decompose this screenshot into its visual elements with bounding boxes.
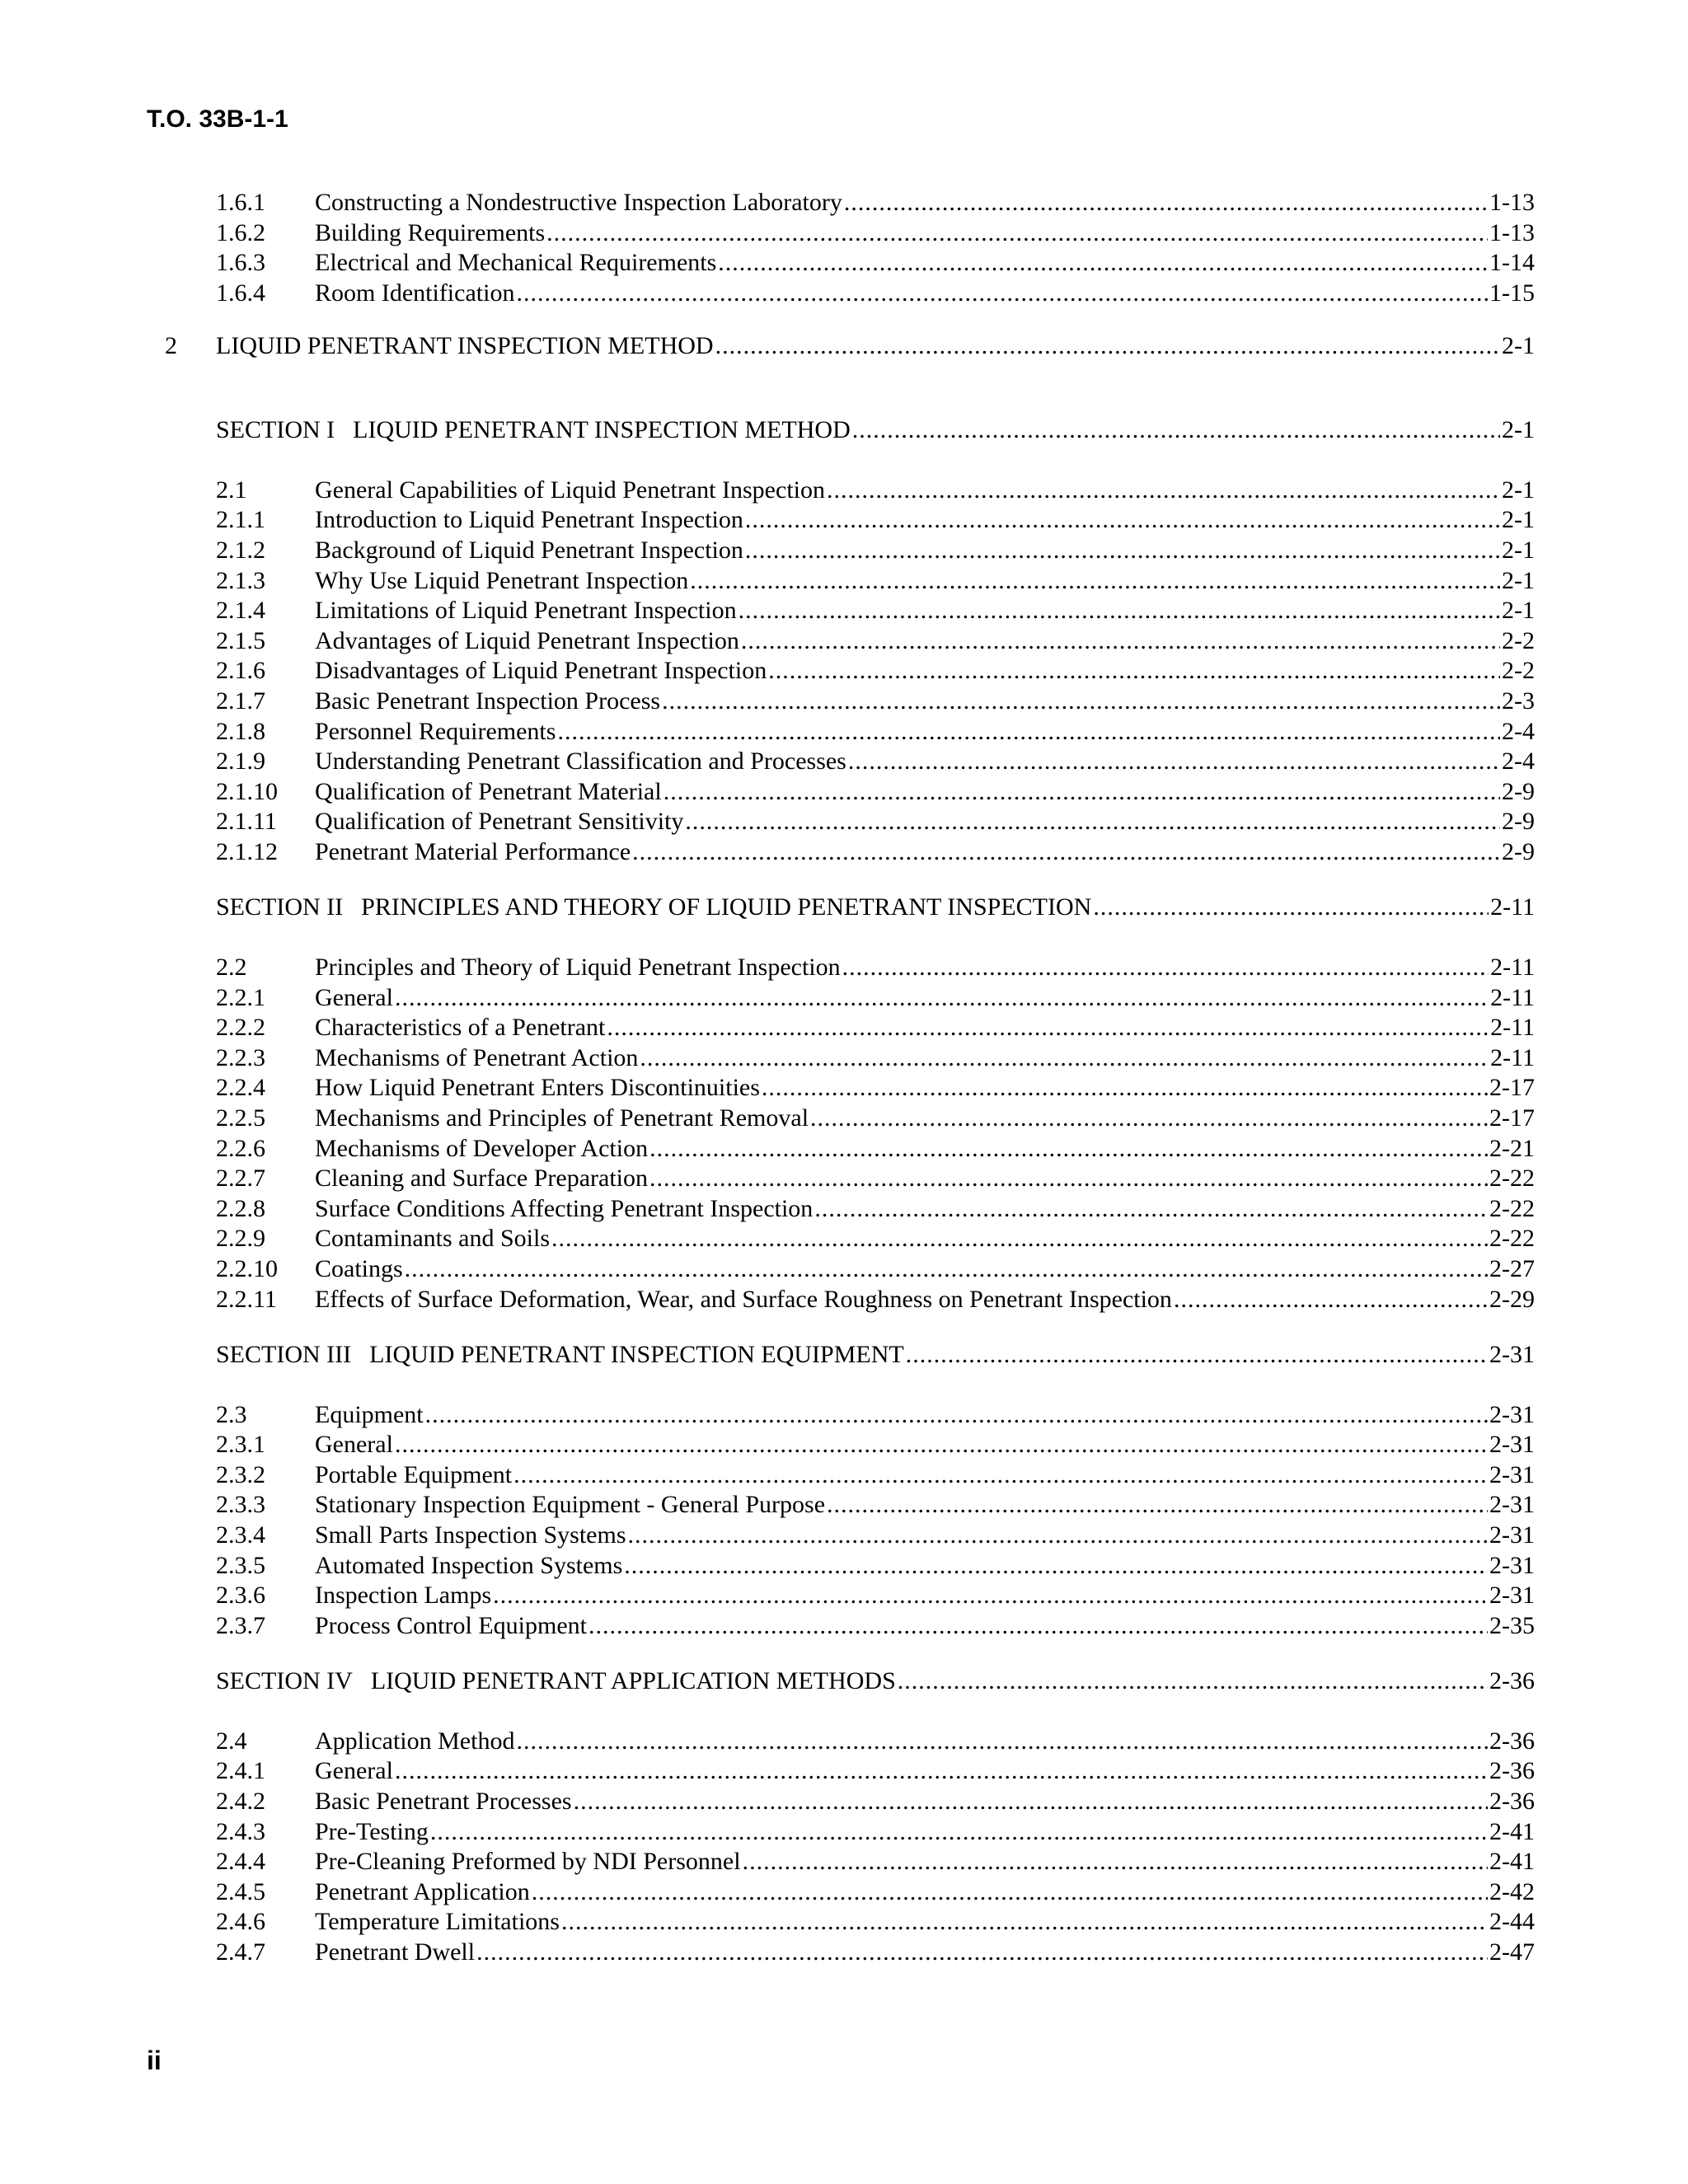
toc-entry[interactable] bbox=[216, 1877, 1535, 1907]
dot-leader bbox=[640, 1043, 1489, 1073]
dot-leader bbox=[842, 953, 1489, 982]
toc-entry[interactable] bbox=[216, 1194, 1535, 1224]
toc-entry-page: 2-3 bbox=[1502, 687, 1535, 715]
toc-entry[interactable] bbox=[216, 717, 1535, 747]
toc-entry-number: 2.1.5 bbox=[216, 627, 265, 654]
toc-entry-page: 2-17 bbox=[1489, 1104, 1535, 1132]
toc-entry-title: Background of Liquid Penetrant Inspection bbox=[315, 537, 743, 564]
toc-entry-title: Understanding Penetrant Classification and Processes bbox=[315, 748, 846, 775]
dot-leader bbox=[745, 536, 1500, 565]
toc-entry-title: How Liquid Penetrant Enters Discontinuities bbox=[315, 1074, 760, 1101]
toc-entry-page: 2-1 bbox=[1502, 332, 1535, 359]
toc-entry-page: 2-29 bbox=[1489, 1286, 1535, 1313]
toc-entry-number: 2.3.4 bbox=[216, 1521, 265, 1549]
dot-leader bbox=[743, 1847, 1488, 1877]
toc-entry-number: 2.1.6 bbox=[216, 657, 265, 684]
toc-entry-number: 2.1.1 bbox=[216, 506, 265, 533]
toc-entry-title: Why Use Liquid Penetrant Inspection bbox=[315, 567, 689, 594]
toc-entry[interactable] bbox=[216, 1787, 1535, 1816]
toc-entry-number: 2.4.2 bbox=[216, 1788, 265, 1815]
toc-entry[interactable] bbox=[216, 1224, 1535, 1254]
toc-entry-page: 2-36 bbox=[1489, 1667, 1535, 1694]
toc-entry-number: 2.1 bbox=[216, 476, 247, 504]
toc-entry[interactable] bbox=[216, 1073, 1535, 1103]
toc-entry[interactable] bbox=[216, 1400, 1535, 1430]
toc-entry-number: SECTION I bbox=[216, 416, 335, 443]
toc-entry[interactable] bbox=[216, 1611, 1535, 1641]
toc-entry-number: 2.2.10 bbox=[216, 1255, 278, 1282]
toc-entry-number: 2.4.7 bbox=[216, 1938, 265, 1966]
toc-entry-number: 2.4.5 bbox=[216, 1878, 265, 1905]
dot-leader bbox=[848, 747, 1500, 776]
toc-entry[interactable] bbox=[216, 1043, 1535, 1073]
toc-entry-page: 1-15 bbox=[1489, 279, 1535, 307]
toc-entry-title: LIQUID PENETRANT APPLICATION METHODS bbox=[370, 1667, 896, 1694]
dot-leader bbox=[690, 566, 1500, 596]
dot-leader bbox=[557, 717, 1500, 747]
dot-leader bbox=[476, 1938, 1488, 1967]
toc-entry[interactable] bbox=[216, 248, 1535, 278]
dot-leader bbox=[430, 1817, 1488, 1847]
toc-entry-title: Qualification of Penetrant Material bbox=[315, 778, 662, 805]
toc-entry-title: Pre-Testing bbox=[315, 1818, 429, 1845]
toc-entry-title: Process Control Equipment bbox=[315, 1612, 587, 1639]
toc-entry-title: Basic Penetrant Processes bbox=[315, 1788, 572, 1815]
toc-entry[interactable] bbox=[216, 1490, 1535, 1520]
dot-leader bbox=[628, 1521, 1489, 1550]
toc-entry-title: Temperature Limitations bbox=[315, 1908, 560, 1935]
dot-leader bbox=[898, 1666, 1488, 1696]
toc-entry-number: 2.2.2 bbox=[216, 1014, 265, 1041]
toc-entry-title: Mechanisms of Developer Action bbox=[315, 1135, 649, 1162]
toc-entry-number: 2.1.9 bbox=[216, 748, 265, 775]
toc-entry[interactable] bbox=[216, 1907, 1535, 1937]
toc-entry-page: 2-1 bbox=[1502, 476, 1535, 504]
toc-entry-title: LIQUID PENETRANT INSPECTION METHOD bbox=[353, 416, 851, 443]
toc-entry[interactable] bbox=[216, 1581, 1535, 1610]
toc-entry[interactable] bbox=[216, 1254, 1535, 1284]
dot-leader bbox=[425, 1400, 1488, 1430]
dot-leader bbox=[493, 1581, 1488, 1610]
toc-entry-title: Inspection Lamps bbox=[315, 1582, 492, 1609]
toc-entry-page: 2-31 bbox=[1489, 1552, 1535, 1579]
toc-entry[interactable] bbox=[216, 1460, 1535, 1490]
toc-entry-number: 2.1.8 bbox=[216, 718, 265, 745]
toc-entry-title: Cleaning and Surface Preparation bbox=[315, 1165, 649, 1192]
toc-entry-number: 2 bbox=[165, 332, 177, 359]
dot-leader bbox=[718, 248, 1488, 278]
toc-entry-number: 2.1.2 bbox=[216, 537, 265, 564]
dot-leader bbox=[1093, 893, 1489, 922]
toc-entry-page: 2-1 bbox=[1502, 416, 1535, 443]
toc-entry[interactable] bbox=[216, 1727, 1535, 1756]
toc-entry-title: Qualification of Penetrant Sensitivity bbox=[315, 808, 684, 835]
toc-entry-title: Basic Penetrant Inspection Process bbox=[315, 687, 661, 715]
toc-entry-number: 2.3.1 bbox=[216, 1431, 265, 1458]
toc-entry-number: 2.1.10 bbox=[216, 778, 278, 805]
toc-entry-number: 2.2.1 bbox=[216, 984, 265, 1011]
dot-leader bbox=[1174, 1285, 1488, 1315]
toc-entry-page: 2-4 bbox=[1502, 748, 1535, 775]
dot-leader bbox=[632, 837, 1500, 867]
toc-entry-title: Surface Conditions Affecting Penetrant Inspection bbox=[315, 1195, 814, 1222]
toc-entry-title: Contaminants and Soils bbox=[315, 1225, 550, 1252]
dot-leader bbox=[532, 1877, 1488, 1907]
toc-entry-page: 2-21 bbox=[1489, 1135, 1535, 1162]
toc-entry-number: 2.1.7 bbox=[216, 687, 265, 715]
toc-entry-page: 2-11 bbox=[1490, 1014, 1535, 1041]
toc-entry-number: 2.2.8 bbox=[216, 1195, 265, 1222]
toc-entry[interactable] bbox=[216, 837, 1535, 867]
toc-entry-page: 2-41 bbox=[1489, 1848, 1535, 1875]
toc-entry-title: Penetrant Material Performance bbox=[315, 838, 631, 865]
toc-entry[interactable] bbox=[216, 1847, 1535, 1877]
toc-chapter-heading[interactable] bbox=[165, 331, 1535, 361]
toc-entry[interactable] bbox=[216, 566, 1535, 596]
toc-entry-title: LIQUID PENETRANT INSPECTION EQUIPMENT bbox=[369, 1341, 904, 1368]
toc-entry-page: 2-2 bbox=[1502, 627, 1535, 654]
toc-entry-number: 1.6.3 bbox=[216, 249, 265, 276]
dot-leader bbox=[546, 218, 1488, 248]
dot-leader bbox=[649, 1164, 1488, 1193]
toc-entry-title: Building Requirements bbox=[315, 219, 546, 246]
toc-entry-title: PRINCIPLES AND THEORY OF LIQUID PENETRANT INSPECTION bbox=[361, 893, 1092, 921]
toc-entry-page: 2-11 bbox=[1490, 984, 1535, 1011]
toc-entry-title: General bbox=[315, 1431, 393, 1458]
toc-entry-title: Pre-Cleaning Preformed by NDI Personnel bbox=[315, 1848, 741, 1875]
toc-entry-title: Introduction to Liquid Penetrant Inspection bbox=[315, 506, 743, 533]
dot-leader bbox=[852, 415, 1500, 445]
toc-entry-number: 2.4.1 bbox=[216, 1757, 265, 1784]
toc-entry-number: 2.2.11 bbox=[216, 1286, 277, 1313]
toc-entry-title: General bbox=[315, 984, 393, 1011]
toc-entry-number: 1.6.4 bbox=[216, 279, 265, 307]
toc-entry-title: Portable Equipment bbox=[315, 1461, 513, 1488]
toc-entry[interactable] bbox=[216, 188, 1535, 218]
dot-leader bbox=[561, 1907, 1488, 1937]
toc-entry[interactable] bbox=[216, 1756, 1535, 1786]
toc-entry[interactable] bbox=[216, 626, 1535, 656]
toc-entry-number: 1.6.1 bbox=[216, 189, 265, 216]
toc-entry-title: Penetrant Dwell bbox=[315, 1938, 476, 1966]
toc-entry-title: Small Parts Inspection Systems bbox=[315, 1521, 626, 1549]
toc-entry-page: 2-1 bbox=[1502, 537, 1535, 564]
dot-leader bbox=[662, 687, 1500, 716]
dot-leader bbox=[607, 1013, 1489, 1043]
dot-leader bbox=[405, 1254, 1488, 1284]
toc-entry-title: Automated Inspection Systems bbox=[315, 1552, 623, 1579]
toc-entry[interactable] bbox=[216, 596, 1535, 626]
toc-entry-number: 2.1.11 bbox=[216, 808, 277, 835]
toc-entry-title: General bbox=[315, 1757, 393, 1784]
toc-entry-page: 2-36 bbox=[1489, 1727, 1535, 1755]
toc-entry-page: 2-9 bbox=[1502, 838, 1535, 865]
toc-entry-number: SECTION IV bbox=[216, 1667, 353, 1694]
toc-entry[interactable] bbox=[216, 983, 1535, 1013]
dot-leader bbox=[588, 1611, 1488, 1641]
toc-entry-page: 2-11 bbox=[1490, 954, 1535, 981]
toc-entry-page: 2-31 bbox=[1489, 1401, 1535, 1428]
toc-entry[interactable] bbox=[216, 476, 1535, 505]
dot-leader bbox=[395, 1756, 1488, 1786]
toc-section-heading[interactable] bbox=[216, 1340, 1535, 1370]
dot-leader bbox=[738, 596, 1500, 626]
toc-entry[interactable] bbox=[216, 777, 1535, 807]
toc-section-heading[interactable] bbox=[216, 415, 1535, 445]
dot-leader bbox=[516, 279, 1488, 308]
toc-entry-number: 2.2.7 bbox=[216, 1165, 265, 1192]
toc-entry[interactable] bbox=[216, 656, 1535, 686]
toc-entry-page: 2-31 bbox=[1489, 1461, 1535, 1488]
dot-leader bbox=[395, 983, 1489, 1013]
toc-entry-number: 2.2.5 bbox=[216, 1104, 265, 1132]
toc-entry-page: 2-9 bbox=[1502, 778, 1535, 805]
toc-entry-page: 2-31 bbox=[1489, 1521, 1535, 1549]
toc-entry-number: 2.2.4 bbox=[216, 1074, 265, 1101]
toc-entry-page: 2-2 bbox=[1502, 657, 1535, 684]
dot-leader bbox=[906, 1340, 1488, 1370]
toc-entry[interactable] bbox=[216, 505, 1535, 535]
toc-entry-title: Mechanisms and Principles of Penetrant Removal bbox=[315, 1104, 809, 1132]
toc-entry-number: 2.2.6 bbox=[216, 1135, 265, 1162]
toc-entry-page: 2-41 bbox=[1489, 1818, 1535, 1845]
dot-leader bbox=[663, 777, 1500, 807]
dot-leader bbox=[810, 1104, 1488, 1133]
toc-entry-title: Stationary Inspection Equipment - General Purpose bbox=[315, 1491, 826, 1518]
toc-entry[interactable] bbox=[216, 1551, 1535, 1581]
toc-entry-title: Personnel Requirements bbox=[315, 718, 556, 745]
toc-entry[interactable] bbox=[216, 1430, 1535, 1460]
toc-entry-title: Disadvantages of Liquid Penetrant Inspection bbox=[315, 657, 767, 684]
toc-entry[interactable] bbox=[216, 1134, 1535, 1164]
toc-entry-number: 2.3.6 bbox=[216, 1582, 265, 1609]
toc-entry-title: Application Method bbox=[315, 1727, 515, 1755]
toc-entry-page: 2-27 bbox=[1489, 1255, 1535, 1282]
toc-entry-page: 2-31 bbox=[1489, 1431, 1535, 1458]
toc-entry[interactable] bbox=[216, 279, 1535, 308]
toc-entry-number: SECTION II bbox=[216, 893, 344, 921]
dot-leader bbox=[551, 1224, 1488, 1254]
toc-entry-page: 2-22 bbox=[1489, 1195, 1535, 1222]
toc-entry-page: 1-13 bbox=[1489, 189, 1535, 216]
toc-entry-title: Penetrant Application bbox=[315, 1878, 530, 1905]
dot-leader bbox=[768, 656, 1500, 686]
dot-leader bbox=[624, 1551, 1488, 1581]
dot-leader bbox=[715, 331, 1500, 361]
dot-leader bbox=[513, 1460, 1488, 1490]
toc-entry-number: 2.4 bbox=[216, 1727, 247, 1755]
toc-entry-number: 2.1.12 bbox=[216, 838, 278, 865]
dot-leader bbox=[762, 1073, 1488, 1103]
toc-entry-title: LIQUID PENETRANT INSPECTION METHOD bbox=[216, 332, 714, 359]
toc-entry[interactable] bbox=[216, 747, 1535, 776]
toc-entry[interactable] bbox=[216, 807, 1535, 837]
toc-entry[interactable] bbox=[216, 536, 1535, 565]
toc-entry-page: 2-35 bbox=[1489, 1612, 1535, 1639]
toc-entry-number: 2.3.7 bbox=[216, 1612, 265, 1639]
toc-entry-title: Characteristics of a Penetrant bbox=[315, 1014, 606, 1041]
toc-entry-title: General Capabilities of Liquid Penetrant Inspection bbox=[315, 476, 825, 504]
toc-entry-page: 1-14 bbox=[1489, 249, 1535, 276]
toc-entry-title: Constructing a Nondestructive Inspection Laboratory bbox=[315, 189, 842, 216]
toc-entry[interactable] bbox=[216, 1164, 1535, 1193]
toc-entry-title: Limitations of Liquid Penetrant Inspection bbox=[315, 597, 737, 624]
toc-entry[interactable] bbox=[216, 1013, 1535, 1043]
toc-entry-page: 2-11 bbox=[1490, 893, 1535, 921]
dot-leader bbox=[649, 1134, 1488, 1164]
toc-section-heading[interactable] bbox=[216, 1666, 1535, 1696]
toc-entry-title: Coatings bbox=[315, 1255, 403, 1282]
page-folio: ii bbox=[147, 2046, 162, 2075]
toc-entry-number: 2.3.2 bbox=[216, 1461, 265, 1488]
toc-entry-page: 2-31 bbox=[1489, 1341, 1535, 1368]
toc-entry-number: 2.4.4 bbox=[216, 1848, 265, 1875]
dot-leader bbox=[827, 1490, 1488, 1520]
toc-entry-page: 2-36 bbox=[1489, 1788, 1535, 1815]
toc-entry[interactable] bbox=[216, 1521, 1535, 1550]
toc-entry[interactable] bbox=[216, 953, 1535, 982]
toc-entry-title: Mechanisms of Penetrant Action bbox=[315, 1044, 639, 1071]
toc-entry-page: 2-11 bbox=[1490, 1044, 1535, 1071]
toc-entry[interactable] bbox=[216, 1104, 1535, 1133]
toc-entry-page: 2-1 bbox=[1502, 506, 1535, 533]
dot-leader bbox=[827, 476, 1500, 505]
toc-entry-number: 2.3.5 bbox=[216, 1552, 265, 1579]
toc-entry[interactable] bbox=[216, 218, 1535, 248]
toc-entry[interactable] bbox=[216, 1817, 1535, 1847]
toc-entry-number: 2.1.3 bbox=[216, 567, 265, 594]
toc-entry-page: 2-31 bbox=[1489, 1582, 1535, 1609]
toc-entry-page: 2-17 bbox=[1489, 1074, 1535, 1101]
toc-entry-number: 2.2.3 bbox=[216, 1044, 265, 1071]
toc-entry-title: Effects of Surface Deformation, Wear, and Surface Roughness on Penetrant Inspection bbox=[315, 1286, 1172, 1313]
toc-entry[interactable] bbox=[216, 687, 1535, 716]
toc-entry-number: 2.2 bbox=[216, 954, 247, 981]
toc-entry-number: 2.2.9 bbox=[216, 1225, 265, 1252]
toc-entry-number: 2.4.3 bbox=[216, 1818, 265, 1845]
toc-entry[interactable] bbox=[216, 1938, 1535, 1967]
toc-section-heading[interactable] bbox=[216, 893, 1535, 922]
toc-entry-page: 2-9 bbox=[1502, 808, 1535, 835]
toc-entry-number: 2.3 bbox=[216, 1401, 247, 1428]
toc-entry-page: 2-22 bbox=[1489, 1165, 1535, 1192]
toc-entry-page: 2-44 bbox=[1489, 1908, 1535, 1935]
toc-entry-title: Electrical and Mechanical Requirements bbox=[315, 249, 717, 276]
dot-leader bbox=[574, 1787, 1488, 1816]
dot-leader bbox=[844, 188, 1488, 218]
toc-entry-title: Equipment bbox=[315, 1401, 424, 1428]
dot-leader bbox=[395, 1430, 1488, 1460]
toc-entry-number: 2.4.6 bbox=[216, 1908, 265, 1935]
toc-entry-number: 2.1.4 bbox=[216, 597, 265, 624]
dot-leader bbox=[685, 807, 1500, 837]
toc-entry[interactable] bbox=[216, 1285, 1535, 1315]
toc-entry-page: 2-4 bbox=[1502, 718, 1535, 745]
toc-entry-number: 2.3.3 bbox=[216, 1491, 265, 1518]
toc-entry-page: 2-36 bbox=[1489, 1757, 1535, 1784]
dot-leader bbox=[814, 1194, 1488, 1224]
toc-entry-page: 2-31 bbox=[1489, 1491, 1535, 1518]
toc-entry-title: Room Identification bbox=[315, 279, 515, 307]
toc-entry-number: 1.6.2 bbox=[216, 219, 265, 246]
toc-entry-page: 1-13 bbox=[1489, 219, 1535, 246]
toc-entry-page: 2-47 bbox=[1489, 1938, 1535, 1966]
toc-entry-page: 2-22 bbox=[1489, 1225, 1535, 1252]
dot-leader bbox=[741, 626, 1500, 656]
dot-leader bbox=[745, 505, 1500, 535]
toc-entry-page: 2-1 bbox=[1502, 597, 1535, 624]
toc-entry-number: SECTION III bbox=[216, 1341, 352, 1368]
toc-entry-page: 2-1 bbox=[1502, 567, 1535, 594]
dot-leader bbox=[516, 1727, 1488, 1756]
toc-entry-title: Principles and Theory of Liquid Penetrant Inspection bbox=[315, 954, 841, 981]
toc-entry-title: Advantages of Liquid Penetrant Inspection bbox=[315, 627, 739, 654]
toc-entry-page: 2-42 bbox=[1489, 1878, 1535, 1905]
document-id-header: T.O. 33B-1-1 bbox=[147, 105, 288, 133]
